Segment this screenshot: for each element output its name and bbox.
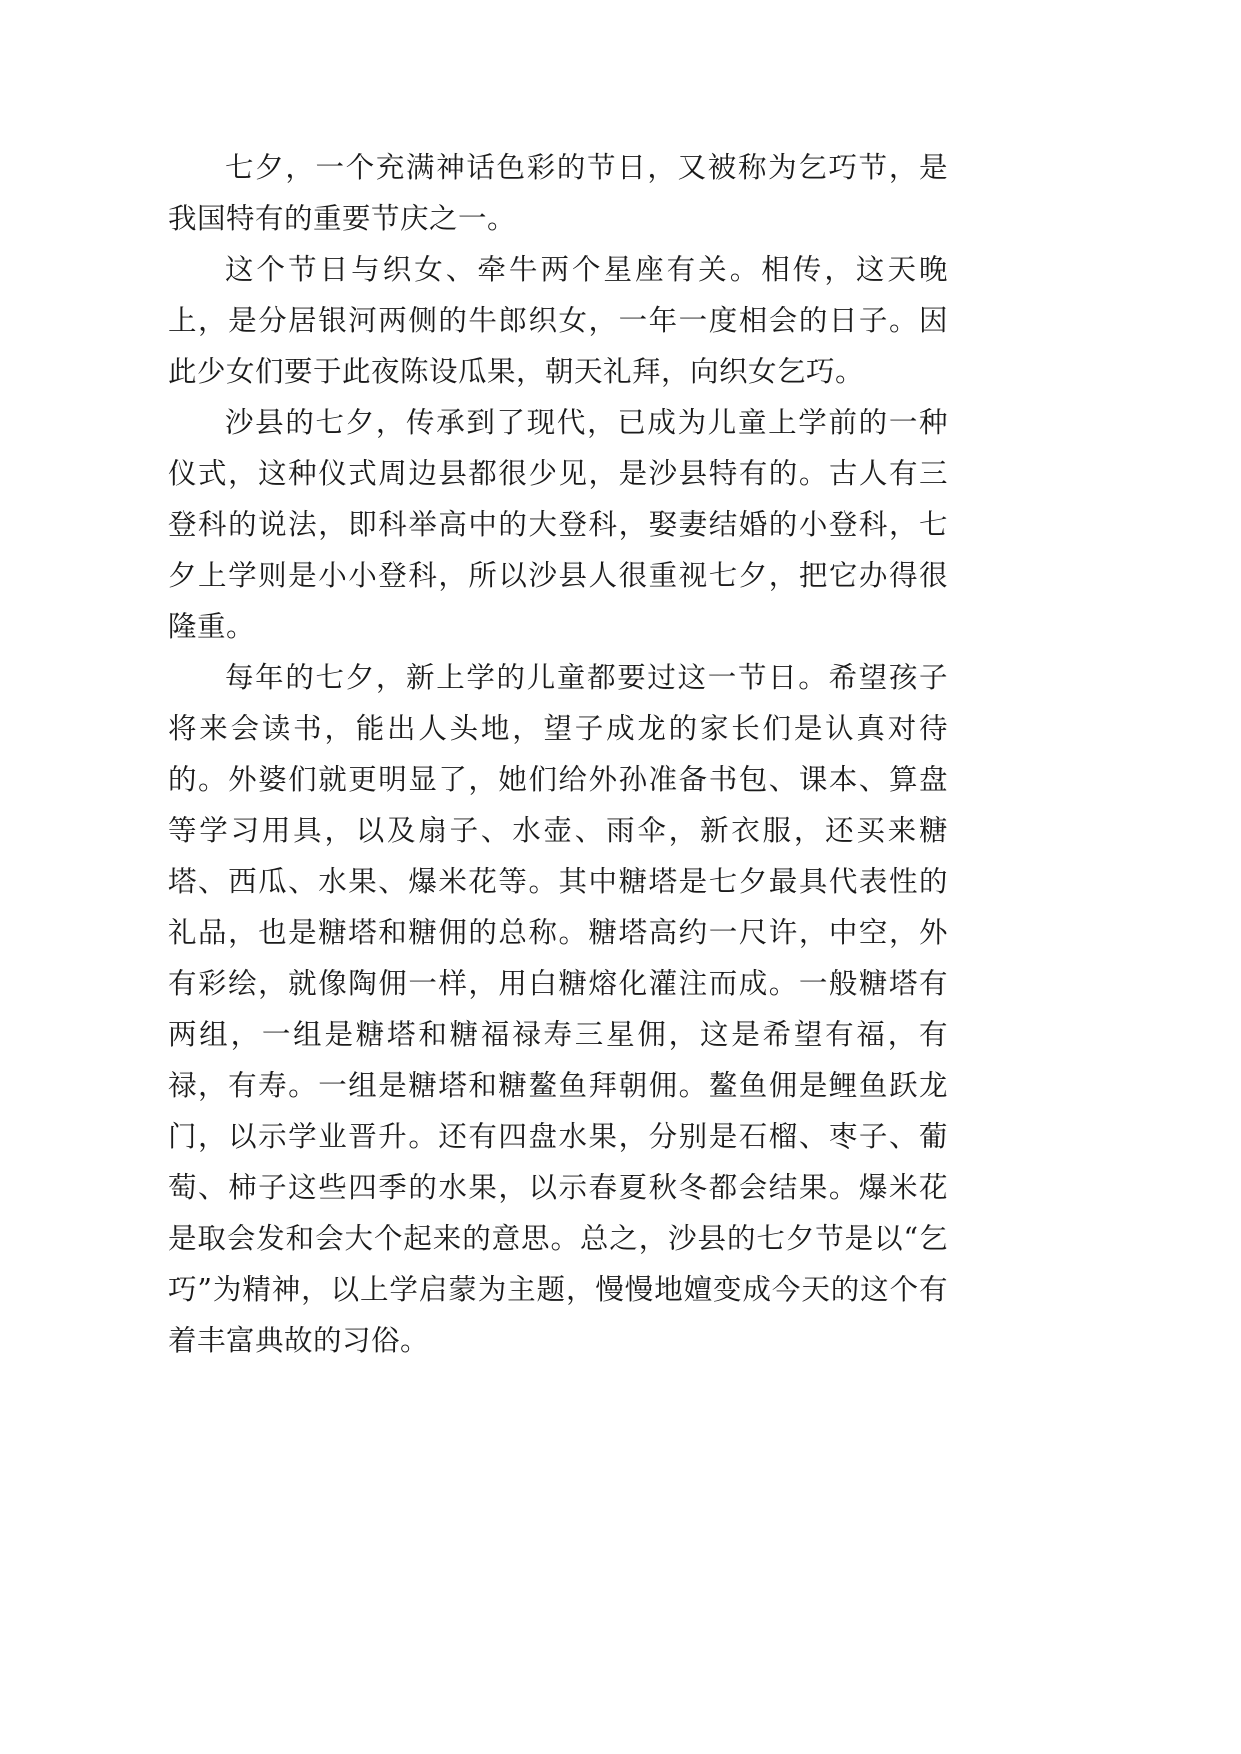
paragraph: 七夕，一个充满神话色彩的节日，又被称为乞巧节，是我国特有的重要节庆之一。 xyxy=(168,151,948,235)
document-body xyxy=(168,142,948,1366)
paragraph: 每年的七夕，新上学的儿童都要过这一节日。希望孩子将来会读书，能出人头地，望子成龙的家长们是认真对待的。外婆们就更明显了，她们给外孙准备书包、课本、算盘等学习用具，以及扇子、水壶、雨伞，新衣服，还买来糖塔、西瓜、水果、爆米花等。其中糖塔是七夕最具代表性的礼品，也是糖塔和糖佣的总称。糖塔高约一尺许，中空，外有彩绘，就像陶佣一样，用白糖熔化灌注而成。一般糖塔有两组，一组是糖塔和糖福禄寿三星佣，这是希望有福，有禄，有寿。一组是糖塔和糖鳌鱼拜朝佣。鳌鱼佣是鲤鱼跃龙门，以示学业晋升。还有四盘水果，分别是石榴、枣子、葡萄、柿子这些四季的水果，以示春夏秋冬都会结果。爆米花是取会发和会大个起来的意思。总之，沙县的七夕节是以“乞巧”为精神，以上学启蒙为主题，慢慢地嬗变成今天的这个有着丰富典故的习俗。 xyxy=(168,661,948,1357)
paragraph: 这个节日与织女、牵牛两个星座有关。相传，这天晚上，是分居银河两侧的牛郎织女，一年一度相会的日子。因此少女们要于此夜陈设瓜果，朝天礼拜，向织女乞巧。 xyxy=(168,253,948,388)
paragraph: 沙县的七夕，传承到了现代，已成为儿童上学前的一种仪式，这种仪式周边县都很少见，是沙县特有的。古人有三登科的说法，即科举高中的大登科，娶妻结婚的小登科，七夕上学则是小小登科，所以沙县人很重视七夕，把它办得很隆重。 xyxy=(168,406,948,643)
